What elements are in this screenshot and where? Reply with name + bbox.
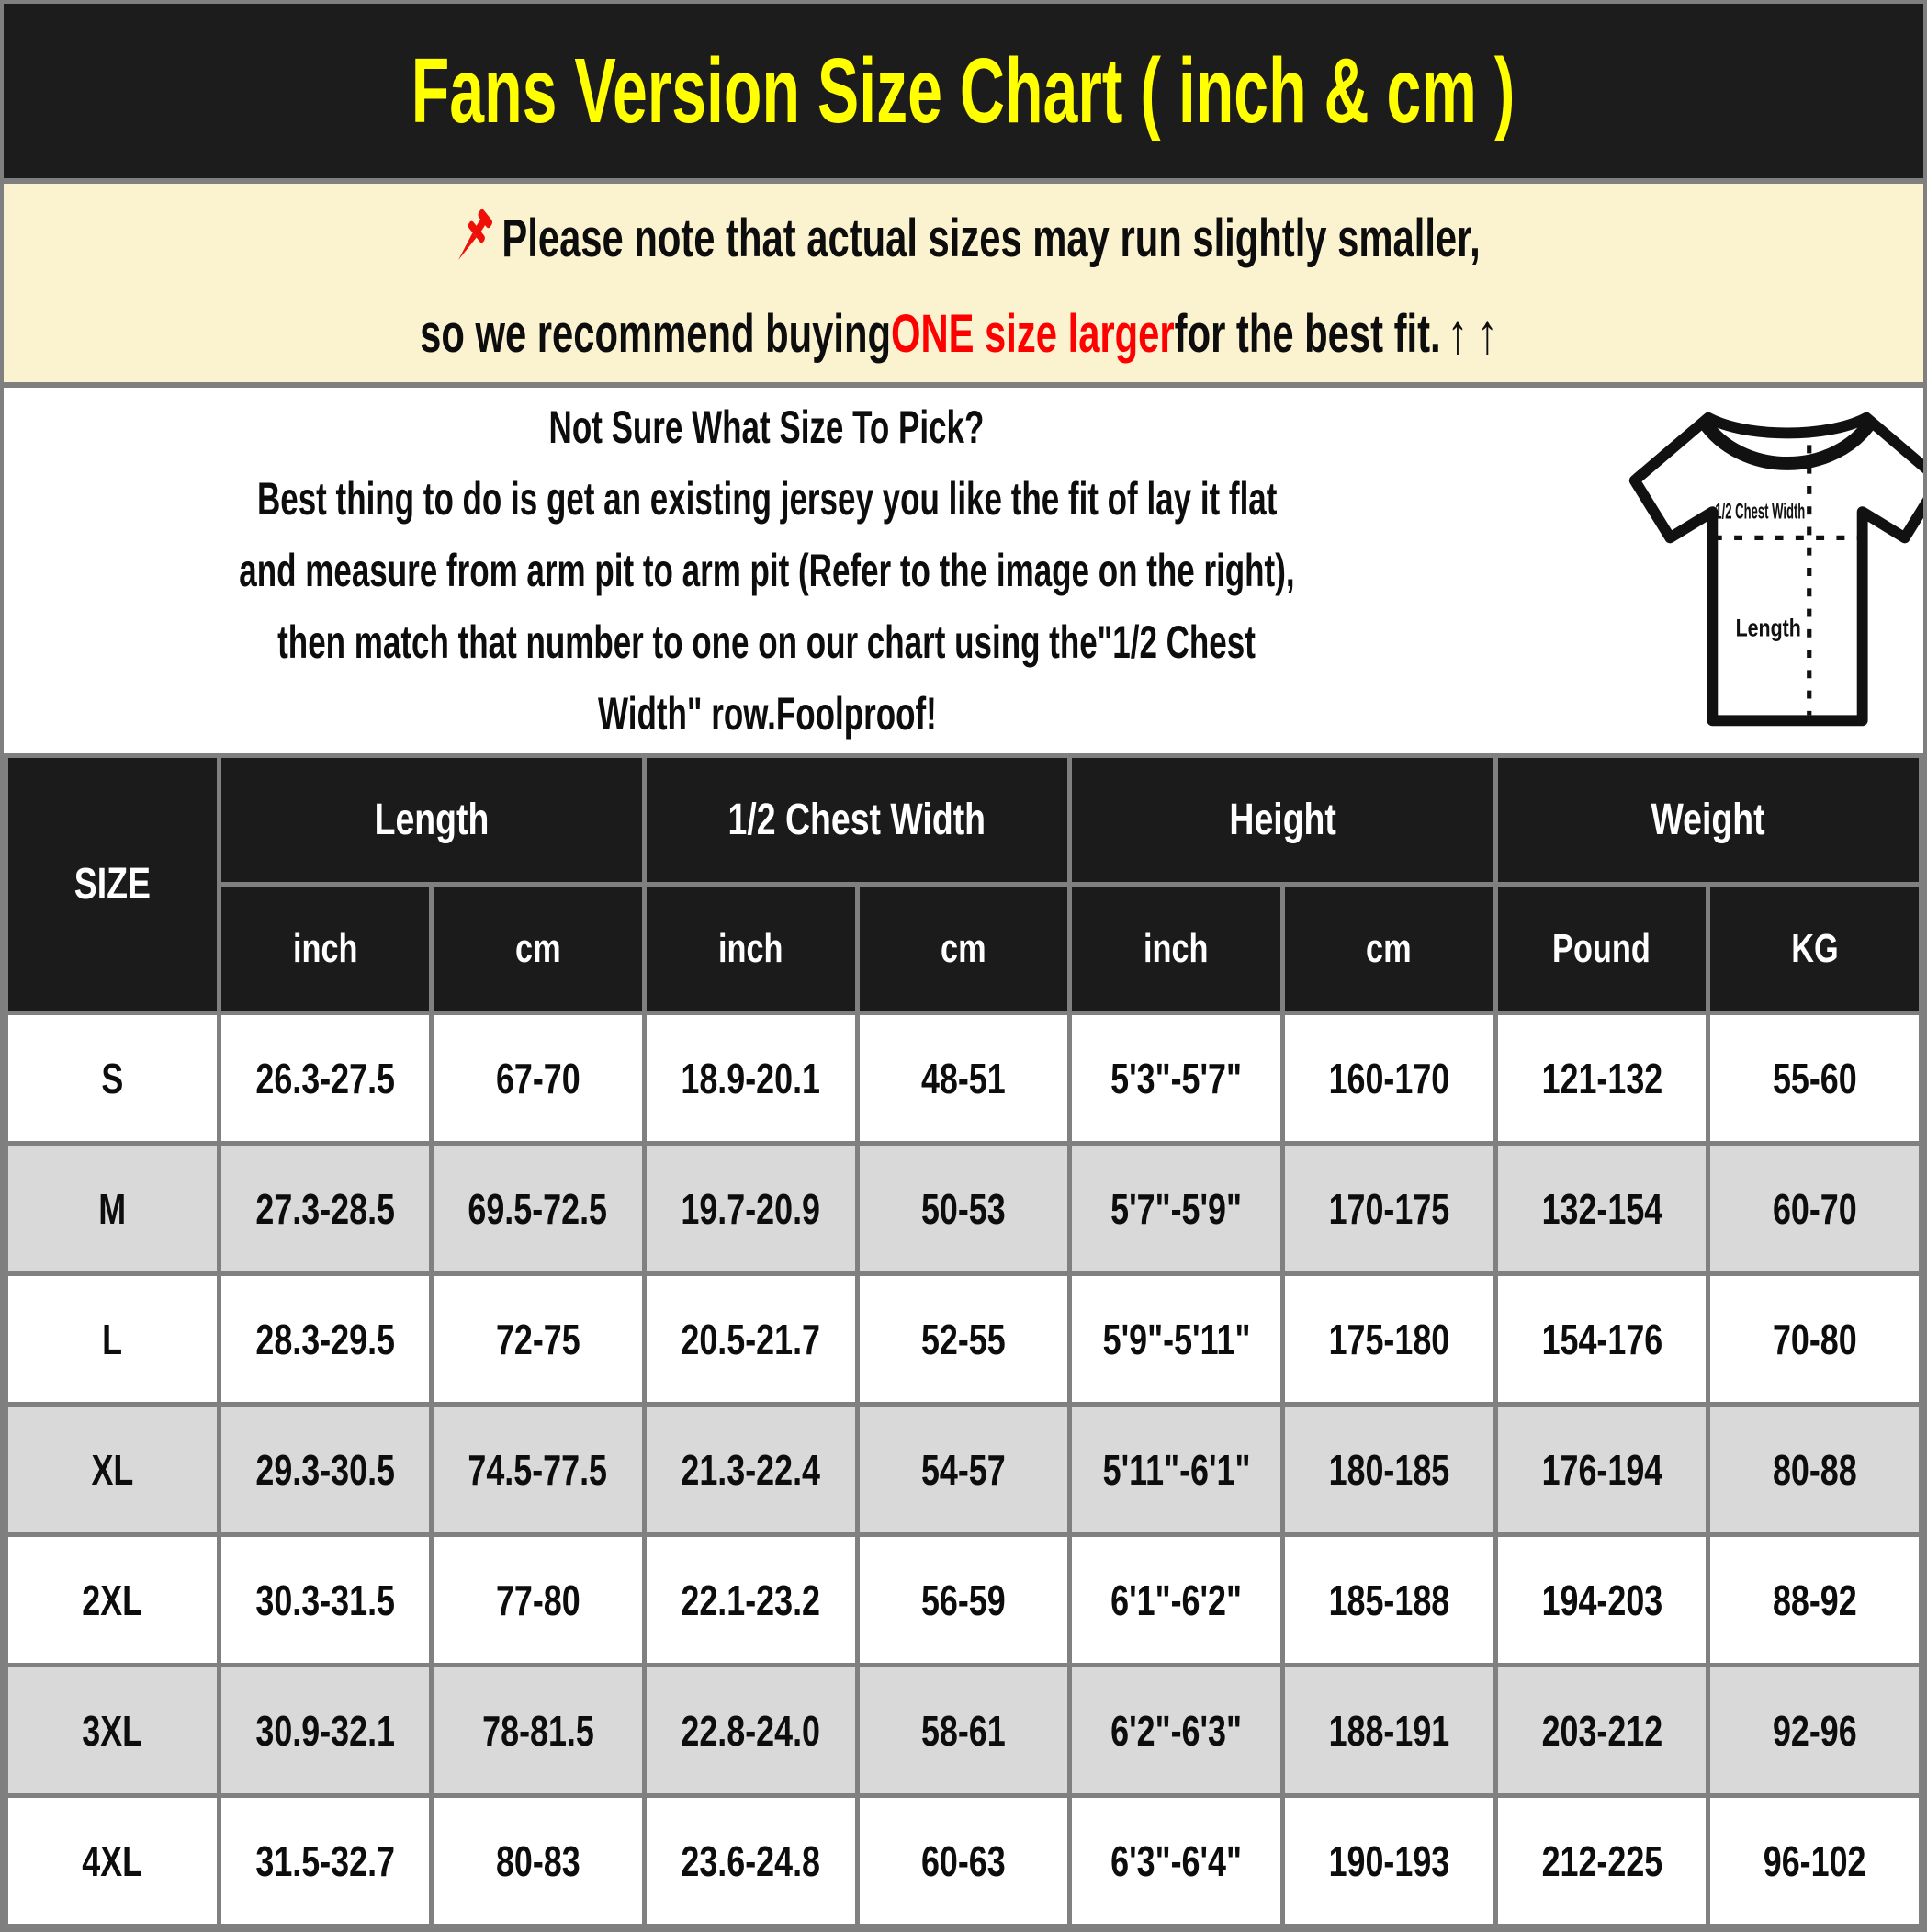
data-cell <box>432 1535 645 1666</box>
data-cell <box>1708 1274 1921 1405</box>
notice-line-2 <box>420 301 1507 367</box>
size-cell <box>6 1666 220 1796</box>
data-cell-text: 96-102 <box>1763 1836 1866 1885</box>
data-cell-text: 22.8-24.0 <box>681 1706 821 1755</box>
data-cell <box>1708 1144 1921 1274</box>
tshirt-diagram-wrap <box>1521 393 1927 748</box>
data-cell <box>644 1666 857 1796</box>
data-cell <box>219 1144 432 1274</box>
data-cell <box>644 1013 857 1144</box>
size-cell-text: 4XL <box>82 1836 143 1885</box>
unit-header: cm <box>857 885 1070 1013</box>
chest-width-label: 1/2 Chest Width <box>1715 499 1806 525</box>
data-cell <box>432 1666 645 1796</box>
data-cell-text: 30.3-31.5 <box>255 1576 395 1624</box>
data-cell-text: 56-59 <box>921 1576 1006 1624</box>
size-cell-text: 2XL <box>82 1576 143 1624</box>
notice-text-2-after: for the best fit. <box>1174 303 1441 364</box>
data-cell-text: 72-75 <box>495 1315 580 1363</box>
data-cell-text: 92-96 <box>1772 1706 1857 1755</box>
notice-text-2-before: so we recommend buying <box>420 303 892 364</box>
data-cell-text: 176-194 <box>1541 1445 1662 1494</box>
table-row <box>6 1144 1921 1274</box>
guide-line-3: and measure from arm pit to arm pit (Refer to the image on the right), <box>239 545 1295 596</box>
size-cell-text: M <box>98 1184 127 1233</box>
data-cell <box>857 1666 1070 1796</box>
data-cell-text: 74.5-77.5 <box>468 1445 608 1494</box>
length-label: Length <box>1735 614 1801 642</box>
size-table-body <box>6 1013 1921 1926</box>
data-cell <box>857 1405 1070 1535</box>
notice-line-1 <box>446 200 1481 277</box>
data-cell-text: 58-61 <box>921 1706 1006 1755</box>
data-cell <box>432 1013 645 1144</box>
data-cell-text: 170-175 <box>1328 1184 1450 1233</box>
data-cell <box>1282 1274 1495 1405</box>
data-cell <box>644 1535 857 1666</box>
data-cell <box>219 1796 432 1926</box>
data-cell-text: 5'11"-6'1" <box>1102 1445 1251 1494</box>
data-cell <box>1282 1666 1495 1796</box>
data-cell <box>1708 1535 1921 1666</box>
data-cell-text: 30.9-32.1 <box>255 1706 395 1755</box>
col-header-chest-width: 1/2 Chest Width <box>644 756 1069 885</box>
data-cell <box>1070 1013 1283 1144</box>
data-cell-text: 5'7"-5'9" <box>1110 1184 1243 1233</box>
unit-header: cm <box>1282 885 1495 1013</box>
unit-header: inch <box>1070 885 1283 1013</box>
data-cell <box>644 1274 857 1405</box>
data-cell-text: 121-132 <box>1541 1054 1662 1102</box>
data-cell-text: 21.3-22.4 <box>681 1445 821 1494</box>
guide-text <box>4 395 1521 746</box>
data-cell <box>1070 1405 1283 1535</box>
data-cell-text: 5'9"-5'11" <box>1102 1315 1251 1363</box>
size-cell-text: 3XL <box>82 1706 143 1755</box>
guide-line-5: Width" row.Foolproof! <box>597 688 937 740</box>
data-cell-text: 6'2"-6'3" <box>1110 1706 1243 1755</box>
data-cell-text: 20.5-21.7 <box>681 1315 821 1363</box>
data-cell <box>1495 1535 1708 1666</box>
data-cell <box>857 1013 1070 1144</box>
data-cell-text: 28.3-29.5 <box>255 1315 395 1363</box>
data-cell-text: 80-88 <box>1772 1445 1857 1494</box>
data-cell-text: 60-63 <box>921 1836 1006 1885</box>
data-cell <box>219 1405 432 1535</box>
table-row <box>6 1796 1921 1926</box>
data-cell <box>1070 1144 1283 1274</box>
col-header-size: SIZE <box>6 756 220 1013</box>
data-cell-text: 175-180 <box>1328 1315 1450 1363</box>
size-cell-text: L <box>102 1315 123 1363</box>
data-cell <box>1495 1405 1708 1535</box>
data-cell-text: 78-81.5 <box>481 1706 594 1755</box>
data-cell <box>1282 1013 1495 1144</box>
guide-line-4: then match that number to one on our chart using the"1/2 Chest <box>277 616 1256 668</box>
guide-line-1: Not Sure What Size To Pick? <box>549 401 985 453</box>
data-cell-text: 55-60 <box>1772 1054 1857 1102</box>
data-cell-text: 212-225 <box>1541 1836 1662 1885</box>
data-cell-text: 132-154 <box>1541 1184 1662 1233</box>
data-cell <box>1495 1013 1708 1144</box>
data-cell <box>432 1796 645 1926</box>
data-cell-text: 54-57 <box>921 1445 1006 1494</box>
data-cell-text: 27.3-28.5 <box>255 1184 395 1233</box>
data-cell <box>644 1796 857 1926</box>
data-cell <box>219 1013 432 1144</box>
banner <box>4 4 1923 184</box>
data-cell-text: 23.6-24.8 <box>681 1836 821 1885</box>
table-row <box>6 1013 1921 1144</box>
unit-header: Pound <box>1495 885 1708 1013</box>
data-cell-text: 180-185 <box>1328 1445 1450 1494</box>
data-cell-text: 88-92 <box>1772 1576 1857 1624</box>
data-cell <box>1708 1013 1921 1144</box>
data-cell-text: 80-83 <box>495 1836 580 1885</box>
data-cell <box>857 1796 1070 1926</box>
unit-header: inch <box>644 885 857 1013</box>
data-cell-text: 70-80 <box>1772 1315 1857 1363</box>
data-cell-text: 26.3-27.5 <box>255 1054 395 1102</box>
unit-header: inch <box>219 885 432 1013</box>
up-arrows: ↑↑ <box>1447 301 1507 366</box>
size-cell <box>6 1013 220 1144</box>
data-cell-text: 190-193 <box>1328 1836 1450 1885</box>
data-cell-text: 19.7-20.9 <box>681 1184 821 1233</box>
data-cell <box>1495 1274 1708 1405</box>
size-cell <box>6 1144 220 1274</box>
data-cell <box>644 1405 857 1535</box>
data-cell-text: 5'3"-5'7" <box>1110 1054 1243 1102</box>
col-header-length: Length <box>219 756 644 885</box>
data-cell <box>644 1144 857 1274</box>
unit-header: cm <box>432 885 645 1013</box>
data-cell-text: 188-191 <box>1328 1706 1450 1755</box>
data-cell-text: 77-80 <box>495 1576 580 1624</box>
size-cell <box>6 1535 220 1666</box>
data-cell <box>857 1535 1070 1666</box>
notice-text-2-highlight: ONE size larger <box>891 303 1175 364</box>
table-row <box>6 1274 1921 1405</box>
unit-header: KG <box>1708 885 1921 1013</box>
data-cell <box>857 1274 1070 1405</box>
data-cell <box>219 1274 432 1405</box>
size-cell <box>6 1796 220 1926</box>
size-table-head <box>6 756 1921 1013</box>
data-cell <box>1282 1796 1495 1926</box>
data-cell <box>1282 1144 1495 1274</box>
data-cell <box>1282 1535 1495 1666</box>
data-cell-text: 67-70 <box>495 1054 580 1102</box>
page-title: Fans Version Size Chart ( inch & cm ) <box>411 39 1516 142</box>
group-header-row <box>6 756 1921 885</box>
data-cell-text: 185-188 <box>1328 1576 1450 1624</box>
data-cell <box>1708 1796 1921 1926</box>
data-cell-text: 6'3"-6'4" <box>1110 1836 1243 1885</box>
size-cell <box>6 1405 220 1535</box>
data-cell-text: 22.1-23.2 <box>681 1576 821 1624</box>
data-cell-text: 154-176 <box>1541 1315 1662 1363</box>
data-cell <box>432 1405 645 1535</box>
data-cell <box>1070 1796 1283 1926</box>
table-row <box>6 1405 1921 1535</box>
data-cell-text: 6'1"-6'2" <box>1110 1576 1243 1624</box>
notice-section <box>4 184 1923 388</box>
data-cell <box>1495 1144 1708 1274</box>
data-cell-text: 203-212 <box>1541 1706 1662 1755</box>
size-cell-text: S <box>101 1054 124 1102</box>
data-cell-text: 18.9-20.1 <box>681 1054 821 1102</box>
guide-line-2: Best thing to do is get an existing jersey you like the fit of lay it flat <box>256 473 1278 525</box>
data-cell-text: 60-70 <box>1772 1184 1857 1233</box>
data-cell <box>857 1144 1070 1274</box>
pushpin-icon <box>446 200 498 277</box>
data-cell-text: 69.5-72.5 <box>468 1184 608 1233</box>
data-cell <box>1282 1405 1495 1535</box>
data-cell-text: 50-53 <box>921 1184 1006 1233</box>
table-row <box>6 1666 1921 1796</box>
data-cell <box>1495 1796 1708 1926</box>
data-cell-text: 194-203 <box>1541 1576 1662 1624</box>
data-cell <box>1070 1535 1283 1666</box>
data-cell <box>1708 1405 1921 1535</box>
tshirt-diagram <box>1572 393 1927 748</box>
size-cell <box>6 1274 220 1405</box>
data-cell <box>1070 1666 1283 1796</box>
data-cell-text: 29.3-30.5 <box>255 1445 395 1494</box>
data-cell <box>1070 1274 1283 1405</box>
data-cell <box>219 1666 432 1796</box>
col-header-weight: Weight <box>1495 756 1921 885</box>
data-cell-text: 52-55 <box>921 1315 1006 1363</box>
data-cell <box>432 1274 645 1405</box>
data-cell <box>432 1144 645 1274</box>
table-row <box>6 1535 1921 1666</box>
guide-section <box>4 388 1923 753</box>
size-table <box>4 753 1923 1928</box>
data-cell-text: 48-51 <box>921 1054 1006 1102</box>
data-cell-text: 31.5-32.7 <box>255 1836 395 1885</box>
data-cell-text: 160-170 <box>1328 1054 1450 1102</box>
data-cell <box>1708 1666 1921 1796</box>
data-cell <box>219 1535 432 1666</box>
data-cell <box>1495 1666 1708 1796</box>
col-header-height: Height <box>1070 756 1495 885</box>
size-cell-text: XL <box>91 1445 134 1494</box>
notice-text-1: Please note that actual sizes may run slightly smaller, <box>501 209 1481 268</box>
unit-header-row <box>6 885 1921 1013</box>
